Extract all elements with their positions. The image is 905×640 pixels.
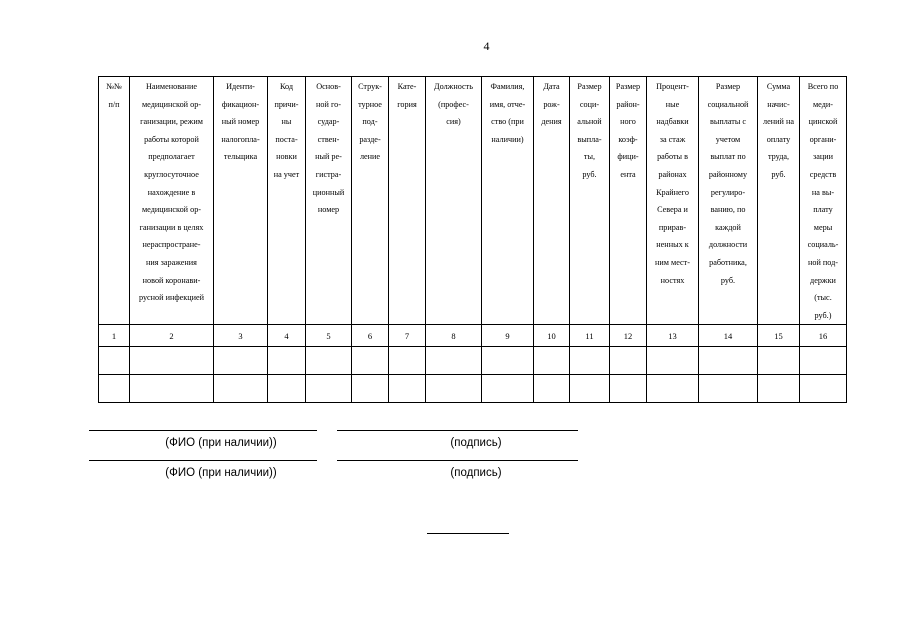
header-cell: Кате- гория	[389, 77, 426, 325]
empty-cell	[352, 347, 389, 375]
column-number: 12	[610, 325, 647, 347]
header-cell: Размер социальной выплаты с учетом выплат по районному регулиро- ванию, по каждой должности работника, руб.	[699, 77, 758, 325]
column-number: 16	[800, 325, 847, 347]
column-number: 3	[214, 325, 268, 347]
signature-label-2: (подпись)	[450, 467, 502, 479]
header-cell: Размер район- ного коэф- фици- ента	[610, 77, 647, 325]
empty-cell	[800, 347, 847, 375]
page-number: 4	[483, 39, 490, 53]
header-cell: Процент- ные надбавки за стаж работы в районах Крайнего Севера и прирав- ненных к ним мест- ностях	[647, 77, 699, 325]
empty-cell	[130, 375, 214, 403]
column-number: 15	[758, 325, 800, 347]
empty-cell	[570, 375, 610, 403]
empty-cell	[306, 375, 352, 403]
empty-cell	[534, 347, 570, 375]
signature-line-2	[337, 460, 578, 461]
header-cell: Дата рож- дения	[534, 77, 570, 325]
header-cell: Должность (профес- сия)	[426, 77, 482, 325]
empty-cell	[268, 375, 306, 403]
column-number: 9	[482, 325, 534, 347]
empty-cell	[758, 375, 800, 403]
fio-line-2	[89, 460, 317, 461]
header-cell: Струк- турное под- разде- ление	[352, 77, 389, 325]
empty-cell	[647, 347, 699, 375]
empty-cell	[647, 375, 699, 403]
header-cell: Размер соци- альной выпла- ты, руб.	[570, 77, 610, 325]
column-number: 7	[389, 325, 426, 347]
empty-cell	[758, 347, 800, 375]
empty-cell	[130, 347, 214, 375]
column-number: 5	[306, 325, 352, 347]
empty-cell	[699, 347, 758, 375]
header-cell: Основ- ной го- судар- ствен- ный ре- гистра- ционный номер	[306, 77, 352, 325]
empty-cell	[426, 375, 482, 403]
header-cell: №№ п/п	[99, 77, 130, 325]
column-number: 4	[268, 325, 306, 347]
column-number: 14	[699, 325, 758, 347]
empty-cell	[570, 347, 610, 375]
empty-cell	[99, 375, 130, 403]
column-number: 1	[99, 325, 130, 347]
header-cell: Всего по меди- цинской органи- зации средств на вы- плату меры социаль- ной под- держки (тыс. руб.)	[800, 77, 847, 325]
header-cell: Наименование медицинской ор- ганизации, режим работы которой предполагает круглосуточное нахождение в медицинской ор- ганизации в целях нераспростране- ния заражения новой коронави- русной инфекцией	[130, 77, 214, 325]
column-number: 11	[570, 325, 610, 347]
empty-cell	[482, 347, 534, 375]
empty-cell	[426, 347, 482, 375]
header-cell: Фамилия, имя, отче- ство (при наличии)	[482, 77, 534, 325]
data-table	[98, 76, 847, 403]
header-cell: Код причи- ны поста- новки на учет	[268, 77, 306, 325]
column-number: 2	[130, 325, 214, 347]
column-number: 8	[426, 325, 482, 347]
empty-cell	[482, 375, 534, 403]
table-header-row	[99, 77, 847, 325]
header-cell: Иденти- фикацион- ный номер налогопла- тельщика	[214, 77, 268, 325]
empty-cell	[610, 347, 647, 375]
fio-label-2: (ФИО (при наличии))	[165, 467, 277, 479]
end-divider	[427, 533, 509, 534]
table-row	[99, 347, 847, 375]
empty-cell	[268, 347, 306, 375]
table-row	[99, 375, 847, 403]
empty-cell	[389, 375, 426, 403]
empty-cell	[699, 375, 758, 403]
empty-cell	[534, 375, 570, 403]
empty-cell	[352, 375, 389, 403]
empty-cell	[306, 347, 352, 375]
empty-cell	[214, 375, 268, 403]
empty-cell	[610, 375, 647, 403]
empty-cell	[214, 347, 268, 375]
empty-cell	[389, 347, 426, 375]
fio-line-1	[89, 430, 317, 431]
empty-cell	[99, 347, 130, 375]
column-number: 13	[647, 325, 699, 347]
column-number: 6	[352, 325, 389, 347]
header-cell: Сумма начис- лений на оплату труда, руб.	[758, 77, 800, 325]
fio-label-1: (ФИО (при наличии))	[165, 437, 277, 449]
empty-cell	[800, 375, 847, 403]
column-number: 10	[534, 325, 570, 347]
column-number-row	[99, 325, 847, 347]
signature-label-1: (подпись)	[450, 437, 502, 449]
signature-line-1	[337, 430, 578, 431]
